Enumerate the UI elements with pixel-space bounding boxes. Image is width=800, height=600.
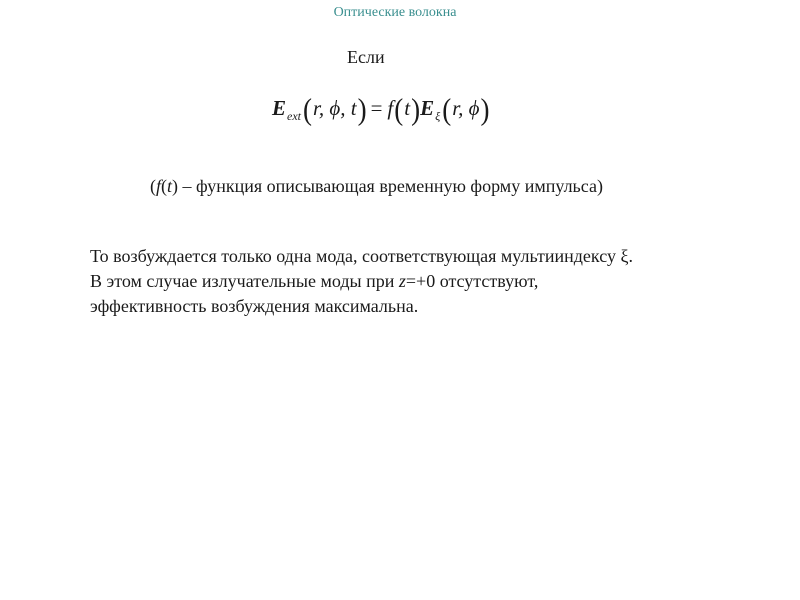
excitation-equation: Eext(r, ϕ, t) = f(t)Eξ(r, ϕ): [272, 91, 490, 127]
equation-rhs-subscript: ξ: [435, 109, 441, 123]
caption-f-symbol: f: [156, 176, 162, 196]
paragraph-line-1: То возбуждается только одна мода, соответствующая мультииндексу ξ.: [90, 246, 633, 266]
caption-t-symbol: t: [167, 176, 173, 196]
equation-rhs-args: r, ϕ: [452, 96, 480, 120]
caption-text: ) – функция описывающая временную форму импульса): [172, 176, 603, 196]
paragraph-line-3: эффективность возбуждения максимальна.: [90, 296, 419, 316]
equation-f-symbol: f: [387, 96, 394, 120]
equation-lhs-subscript: ext: [287, 109, 302, 123]
slide-header-title: Оптические волокна: [333, 5, 457, 20]
pulse-caption: (f(t) – функция описывающая временную форму импульса): [150, 176, 603, 196]
if-word: Если: [347, 47, 385, 67]
paragraph-line-2: В этом случае излучательные моды при z=+0 отсутствуют,: [90, 271, 539, 291]
equation-lhs-symbol: E: [272, 96, 287, 120]
equation-lhs-args: r, ϕ, t: [313, 96, 357, 120]
equation-equals: =: [370, 96, 383, 120]
mode-paragraph: [90, 244, 633, 319]
paragraph-z-variable: z: [398, 271, 406, 291]
equation-rhs-symbol: E: [420, 96, 435, 120]
equation-f-arg: t: [404, 96, 411, 120]
